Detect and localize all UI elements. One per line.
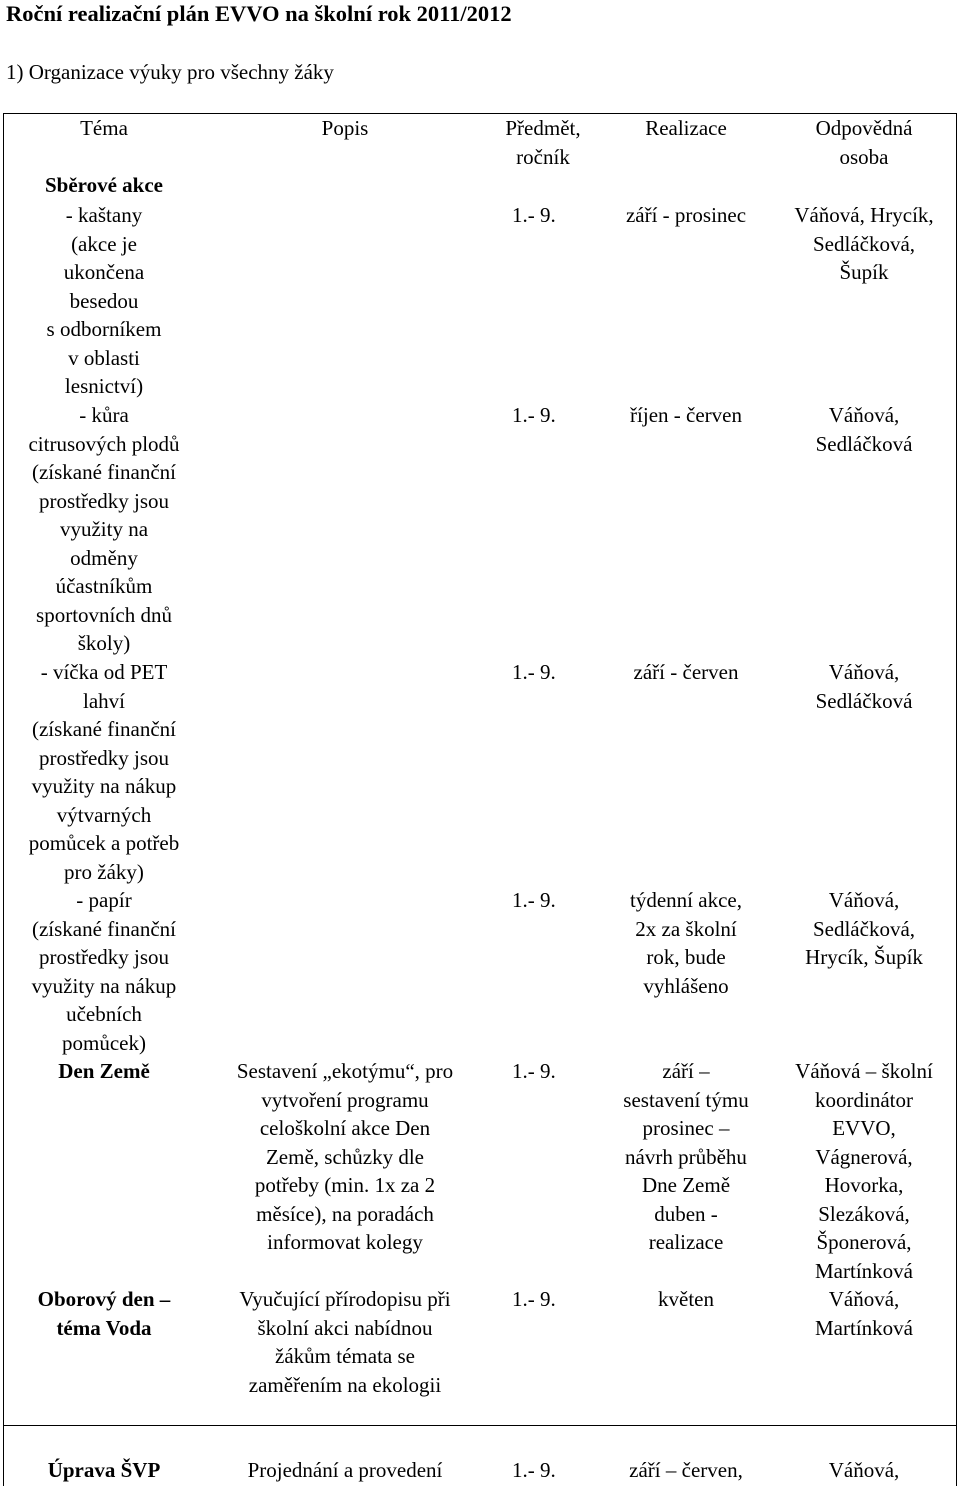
row-realizace: květen	[658, 1287, 714, 1311]
header-odpovedna: Odpovědná osoba	[815, 116, 913, 169]
row-odpovedna: Váňová, Martínková	[815, 1287, 913, 1340]
row-odpovedna: Váňová, Sedláčková, Hrycík, Šupík	[805, 888, 923, 969]
row-realizace: září – červen,	[629, 1458, 743, 1482]
row-predmet: 1.- 9.	[512, 888, 556, 912]
row-tema: - kaštany (akce je ukončena besedou s odborníkem v oblasti lesnictví)	[46, 203, 162, 398]
row-odpovedna: Váňová, Hrycík, Sedláčková, Šupík	[794, 203, 934, 284]
row-predmet: 1.- 9.	[512, 1458, 556, 1482]
row-predmet: 1.- 9.	[512, 403, 556, 427]
header-tema: Téma	[80, 116, 128, 140]
row-predmet: 1.- 9.	[512, 1287, 556, 1311]
row-odpovedna: Váňová,	[828, 1458, 900, 1482]
header-realizace: Realizace	[645, 116, 727, 140]
row-tema: Úprava ŠVP	[47, 1458, 161, 1482]
row-realizace: září - červen	[633, 660, 739, 684]
row-tema: - kůra citrusových plodů (získané finanční prostředky jsou využity na odměny účastníkům sportovních dnů školy)	[28, 403, 180, 655]
row-tema: - papír (získané finanční prostředky jsou využity na nákup učebních pomůcek)	[31, 888, 177, 1055]
row-realizace: září - prosinec	[625, 203, 747, 227]
row-realizace: týdenní akce, 2x za školní rok, bude vyhlášeno	[630, 888, 742, 998]
row-tema: Den Země	[58, 1059, 150, 1083]
page-title: Roční realizační plán EVVO na školní rok 2011/2012	[6, 1, 512, 26]
row-predmet: 1.- 9.	[512, 1059, 556, 1083]
row-odpovedna: Váňová, Sedláčková	[815, 403, 913, 456]
row-predmet: 1.- 9.	[512, 203, 556, 227]
header-predmet: Předmět, ročník	[505, 116, 581, 169]
row-tema: Oborový den – téma Voda	[37, 1287, 171, 1340]
row-popis: Projednání a provedení	[247, 1458, 443, 1482]
row-predmet: 1.- 9.	[512, 660, 556, 684]
section-heading: 1) Organizace výuky pro všechny žáky	[6, 60, 334, 84]
row-realizace: září – sestavení týmu prosinec – návrh průběhu Dne Země duben - realizace	[623, 1059, 749, 1254]
row-popis: Vyučující přírodopisu při školní akci nabídnou žákům témata se zaměřením na ekologii	[239, 1287, 451, 1397]
row-odpovedna: Váňová – školní koordinátor EVVO, Vágnerová, Hovorka, Slezáková, Šponerová, Martínková	[795, 1059, 933, 1283]
group-heading-sberove-akce: Sběrové akce	[44, 173, 163, 197]
row-popis: Sestavení „ekotýmu“, pro vytvoření programu celoškolní akce Den Země, schůzky dle potřeby (min. 1x za 2 měsíce), na poradách informovat kolegy	[236, 1059, 454, 1254]
header-popis: Popis	[321, 116, 369, 140]
row-realizace: říjen - červen	[630, 403, 742, 427]
row-tema: - víčka od PET lahví (získané finanční prostředky jsou využity na nákup výtvarných pomůcek a potřeb pro žáky)	[28, 660, 180, 884]
row-odpovedna: Váňová, Sedláčková	[815, 660, 913, 713]
